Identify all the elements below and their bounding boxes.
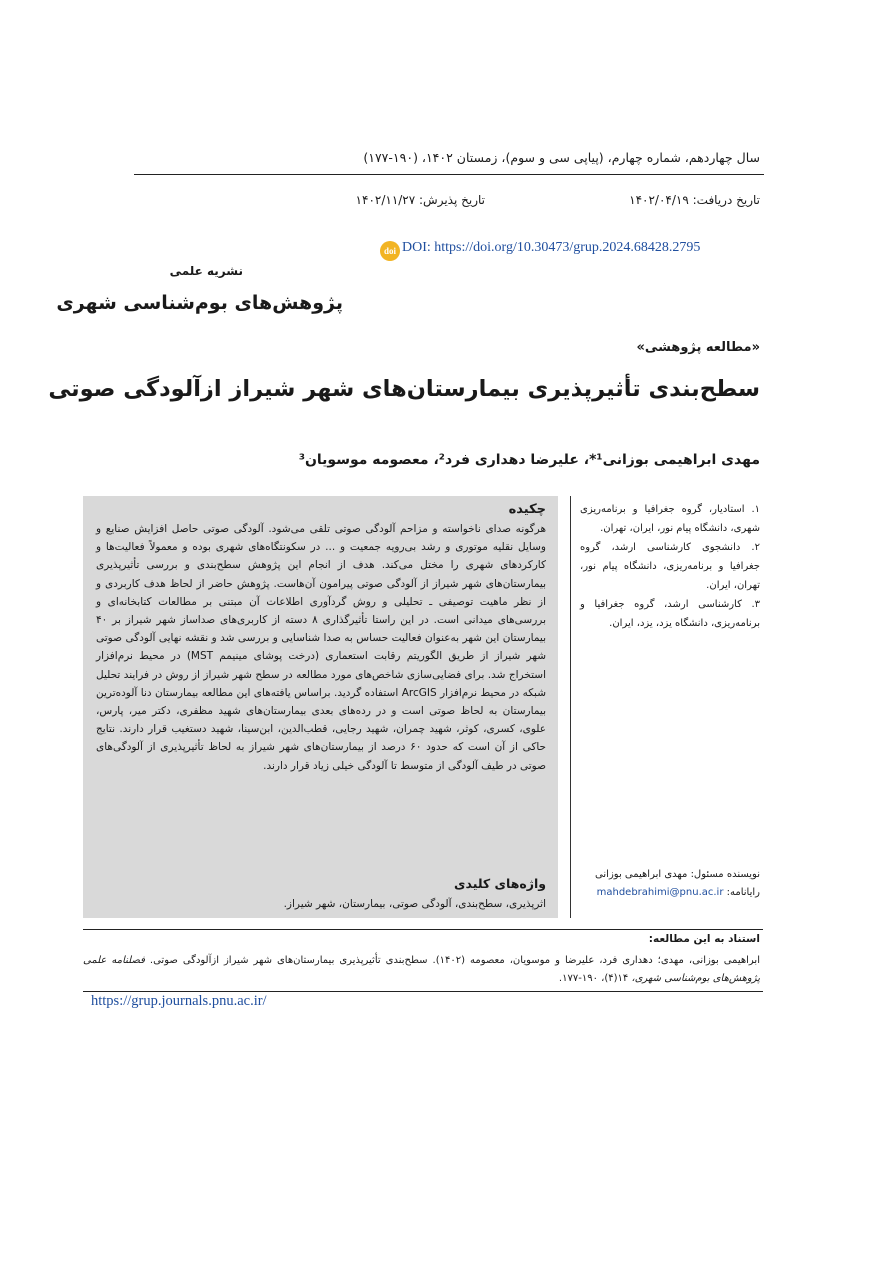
keywords-text: اثرپذیری، سطح‌بندی، آلودگی صوتی، بیمارستان، شهر شیراز. <box>283 898 546 910</box>
doi-icon: doi <box>380 241 400 261</box>
date-accepted: تاریخ پذیرش: ۱۴۰۲/۱۱/۲۷ <box>355 193 485 207</box>
affiliation-1: ۱. استادیار، گروه جغرافیا و برنامه‌ریزی شهری، دانشگاه پیام نور، ایران، تهران. <box>580 504 760 534</box>
date-received: تاریخ دریافت: ۱۴۰۲/۰۴/۱۹ <box>629 193 760 207</box>
affiliations <box>580 500 760 633</box>
corresponding-author: نویسنده مسئول: مهدی ابراهیمی بوزانی <box>595 869 760 880</box>
journal-type: نشریه علمی <box>169 264 243 278</box>
citation-heading: استناد به این مطالعه: <box>648 933 760 945</box>
abstract-heading: چکیده <box>508 502 546 517</box>
abstract-text: هرگونه صدای ناخواسته و مزاحم آلودگی صوتی تلقی می‌شود. آلودگی صوتی حاصل افزایش صنایع و وسایل نقلیه موتوری و رشد بی‌رویه جمعیت و ... در سکونتگاه‌های شهری بوده و معمولاً فعالیت‌ها و کارکردهای شهری را مختل می‌کند. هدف از انجام این پژوهش سطح‌بندی و بررسی تأثیرپذیری بیمارستان‌های شهر شیراز از آلودگی صوتی پیرامون آن‌هاست. پژوهش حاضر از لحاظ هدف کاربردی و از نظر ماهیت توصیفی ـ تحلیلی و روش گردآوری اطلاعات آن مبتنی بر مطالعات کتابخانه‌ای و بررسی‌های میدانی است. در این راستا تأثیرگذاری ۸ دسته از کاربری‌های صداساز شهر شیراز بر ۴۰ بیمارستان این شهر به‌عنوان فعالیت حساس به صدا شناسایی و بررسی شد و نقشه نهایی آلودگی صوتی شهر شیراز از طریق الگوریتم رقابت استعماری (درخت پوشای مینیمم MST) در محیط نرم‌افزار استخراج شد. برای فضایی‌سازی شاخص‌های مورد مطالعه در سطح شهر شیراز از روش در فرایند تحلیل شبکه در محیط نرم‌افزار ArcGIS استفاده گردید. براساس یافته‌های این مطالعه بیمارستان دنا آلوده‌ترین بیمارستان به لحاظ صوتی است و در رده‌های بعدی بیمارستان‌های شهید مظفری، دکتر میر، پارس، علوی، کسری، کوثر، شهید چمران، شهید رجایی، قطب‌الدین، ابن‌سینا، شهید دستغیب قرار دارند. نتایج حاکی از آن است که حدود ۶۰ درصد از بیمارستان‌های شهر شیراز به لحاظ تأثیرپذیری از آلودگی‌های صوتی در طیف آلودگی از متوسط تا آلودگی خیلی زیاد قرار دارند. <box>96 523 547 772</box>
doi-link[interactable]: DOI: https://doi.org/10.30473/grup.2024.68428.2795 <box>402 240 701 255</box>
citation-volume: ۱۴(۴)، ۱۹۰-۱۷۷. <box>558 973 629 984</box>
journal-issue-line: سال چهاردهم، شماره چهارم، (پیاپی سی و سوم)، زمستان ۱۴۰۲، (۱۹۰-۱۷۷) <box>363 150 760 165</box>
citation-text <box>83 952 760 988</box>
citation-journal: فصلنامه علمی پژوهش‌های بوم‌شناسی شهری، <box>83 955 760 984</box>
affiliation-3: ۳. کارشناسی ارشد، گروه جغرافیا و برنامه‌ریزی، دانشگاه یزد، یزد، ایران. <box>580 599 760 629</box>
column-divider <box>570 496 571 918</box>
study-type: «مطالعه پژوهشی» <box>636 340 760 355</box>
citation-rule-bottom <box>83 991 763 992</box>
doi-line <box>380 240 700 260</box>
journal-name: پژوهش‌های بوم‌شناسی شهری <box>56 292 343 314</box>
citation-plain: ابراهیمی بوزانی، مهدی؛ دهداری فرد، علیرضا و موسویان، معصومه (۱۴۰۲). سطح‌بندی تأثیرپذیری بیمارستان‌های شهر شیراز ازآلودگی صوتی. <box>149 955 760 966</box>
article-authors: مهدی ابراهیمی بوزانی¹*، علیرضا دهداری فرد²، معصومه موسویان³ <box>298 452 760 468</box>
affiliation-2: ۲. دانشجوی کارشناسی ارشد، گروه جغرافیا و برنامه‌ریزی، دانشگاه پیام نور، تهران، ایران. <box>580 542 760 591</box>
email-row <box>580 884 760 902</box>
email-link[interactable]: mahdebrahimi@pnu.ac.ir <box>596 887 724 898</box>
keywords-heading: واژه‌های کلیدی <box>454 876 546 891</box>
email-label: رایانامه: <box>726 887 760 898</box>
dates-row <box>134 193 760 213</box>
header-rule <box>134 174 764 175</box>
correspondence <box>580 866 760 902</box>
citation-rule-top <box>83 929 763 930</box>
journal-site-link[interactable]: https://grup.journals.pnu.ac.ir/ <box>91 993 267 1009</box>
article-title: سطح‌بندی تأثیرپذیری بیمارستان‌های شهر شیراز ازآلودگی صوتی <box>48 376 760 402</box>
abstract-box <box>83 496 558 918</box>
